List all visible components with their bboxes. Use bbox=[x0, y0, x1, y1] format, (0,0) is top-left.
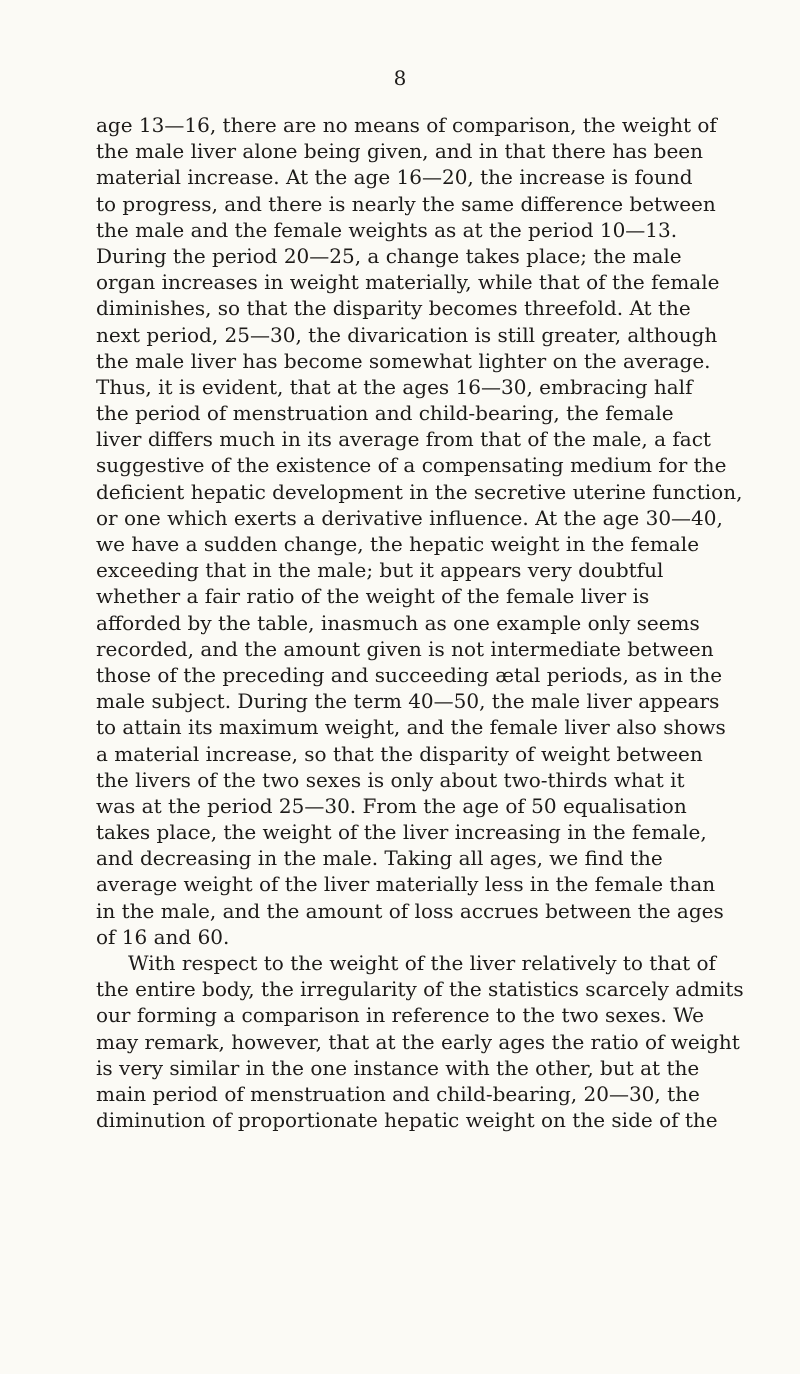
text-line: diminution of proportionate hepatic weight on the side of the bbox=[96, 1108, 718, 1133]
text-line: liver differs much in its average from that of the male, a fact bbox=[96, 427, 711, 452]
text-line: a material increase, so that the disparity of weight between bbox=[96, 741, 703, 766]
page-number: 8 bbox=[393, 66, 407, 90]
text-line: those of the preceding and succeeding ætal periods, as in the bbox=[96, 662, 723, 687]
text-line: to attain its maximum weight, and the female liver also shows bbox=[96, 715, 726, 740]
text-line: afforded by the table, inasmuch as one example only seems bbox=[96, 610, 700, 635]
text-line: of 16 and 60. bbox=[96, 924, 230, 949]
text-line: material increase. At the age 16—20, the increase is found bbox=[96, 165, 693, 190]
text-line: next period, 25—30, the divarication is still greater, although bbox=[96, 322, 718, 347]
text-line: recorded, and the amount given is not intermediate between bbox=[96, 636, 714, 661]
text-line: age 13—16, there are no means of comparison, the weight of bbox=[96, 113, 717, 137]
text-line: diminishes, so that the disparity becomes threefold. At the bbox=[96, 296, 691, 321]
text-line: During the period 20—25, a change takes place; the male bbox=[96, 243, 682, 268]
text-line: exceeding that in the male; but it appears very doubtful bbox=[96, 558, 664, 583]
text-line: the male and the female weights as at the period 10—13. bbox=[96, 217, 678, 242]
text-line: suggestive of the existence of a compensating medium for the bbox=[96, 453, 727, 478]
text-line: male subject. During the term 40—50, the male liver appears bbox=[96, 689, 720, 714]
text-line: was at the period 25—30. From the age of 50 equalisation bbox=[96, 793, 687, 818]
text-line: we have a sudden change, the hepatic weight in the female bbox=[96, 532, 700, 556]
text-line: in the male, and the amount of loss accrues between the ages bbox=[96, 898, 724, 923]
text-line: Thus, it is evident, that at the ages 16—30, embracing half bbox=[96, 374, 693, 399]
text-line: to progress, and there is nearly the same difference between bbox=[96, 191, 716, 216]
text-line: the entire body, the irregularity of the statistics scarcely admits bbox=[96, 977, 744, 1002]
text-line: is very similar in the one instance with the other, but at the bbox=[96, 1055, 700, 1080]
text-line: organ increases in weight materially, while that of the female bbox=[96, 270, 720, 295]
text-line: takes place, the weight of the liver increasing in the female, bbox=[96, 820, 707, 845]
paragraph-start-line: With respect to the weight of the liver relatively to that of bbox=[128, 951, 716, 975]
text-line: our forming a comparison in reference to the two sexes. We bbox=[96, 1003, 704, 1028]
text-line: the male liver has become somewhat lighter on the average. bbox=[96, 348, 711, 373]
text-line: or one which exerts a derivative influence. At the age 30—40, bbox=[96, 505, 723, 530]
text-line: may remark, however, that at the early ages the ratio of weight bbox=[96, 1029, 740, 1054]
text-line: deficient hepatic development in the secretive uterine function, bbox=[96, 479, 743, 504]
text-line: average weight of the liver materially less in the female than bbox=[96, 872, 716, 897]
text-line: the livers of the two sexes is only about two-thirds what it bbox=[96, 767, 685, 792]
body-text bbox=[96, 112, 800, 1133]
text-line: main period of menstruation and child-bearing, 20—30, the bbox=[96, 1081, 700, 1106]
text-line: the male liver alone being given, and in that there has been bbox=[96, 139, 704, 164]
text-line: and decreasing in the male. Taking all ages, we find the bbox=[96, 846, 663, 871]
text-line: the period of menstruation and child-bearing, the female bbox=[96, 401, 674, 426]
text-line: whether a fair ratio of the weight of the female liver is bbox=[96, 584, 650, 609]
